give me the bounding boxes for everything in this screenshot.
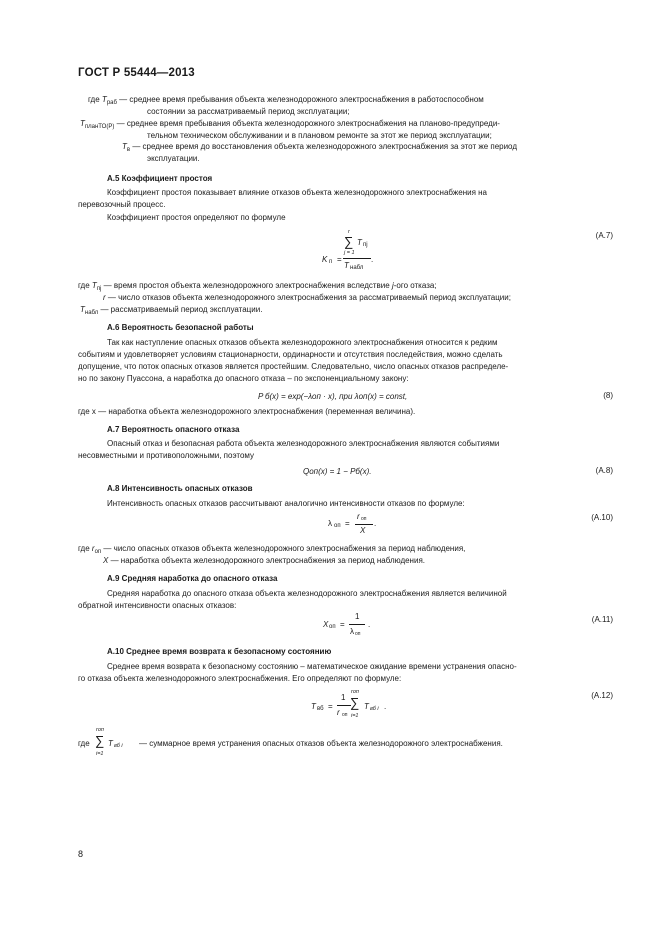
formula-denominator: λ [350,627,354,636]
definition-x-op [103,555,425,566]
def-text: — среднее время до восстановления объекта железнодорожного электроснабжения за этот же период [132,142,517,151]
def-prefix: где [78,739,90,748]
formula-number: (А.8) [595,466,613,475]
formula-8: P б(x) = exp(−λоп · x), при λоп(x) = const, [258,392,408,401]
formula-denominator: r [337,708,340,717]
formula-number: (А.12) [591,691,613,700]
section-heading-a7: А.7 Вероятность опасного отказа [107,425,240,434]
definition-continuation: эксплуатации. [147,154,200,163]
formula-subscript: оп [329,624,336,630]
subscript: оп [94,549,102,555]
formula-denominator: X [360,526,366,535]
symbol: T [122,142,127,151]
fraction-bar [337,705,351,706]
formula-subscript: оп [355,631,361,637]
formula-symbol: T [311,702,316,711]
sum-upper-limit: r [348,229,350,235]
paragraph-line: несовместными и противоположными, поэтому [78,451,254,460]
fraction-bar [349,624,365,625]
def-text: — время простоя объекта железнодорожного электроснабжения вследствие [103,281,390,290]
document-header: ГОСТ Р 55444—2013 [78,67,195,79]
def-prefix: где [78,544,90,553]
paragraph-line: обратной интенсивности опасных отказов: [78,601,237,610]
sum-lower-limit: j = 1 [344,250,355,256]
fraction-bar [355,524,373,525]
symbol: r [103,293,106,302]
paragraph-line: Среднее время возврата к безопасному состоянию – математическое ожидание времени устранения опасно- [107,662,517,671]
paragraph-line: событиям и удовлетворяет условиям стационарности, ординарности и отсутствия последействия, можно сделать [78,350,503,359]
formula-denominator: T [344,261,349,270]
def-text: — наработка объекта железнодорожного электроснабжения за период наблюдения. [110,556,425,565]
paragraph-line: Так как наступление опасных отказов объекта железнодорожного электроснабжения относится к редким [107,338,498,347]
symbol: T [80,119,85,128]
formula-numerator: T [357,238,362,247]
formula-period: . [368,620,371,629]
paragraph-line: перевозочный процесс. [78,200,166,209]
paragraph-line: Средняя наработка до опасного отказа объекта железнодорожного электроснабжения является величиной [107,589,507,598]
def-text: — число опасных отказов объекта железнодорожного электроснабжения за период наблюдения, [103,544,466,553]
subscript: раб [106,100,117,106]
formula-symbol: λ [328,519,332,528]
subscript: набл [84,310,99,316]
symbol: X [103,556,109,565]
formula-period: . [384,702,387,711]
def-text: — среднее время пребывания объекта железнодорожного электроснабжения в работоспособном [119,95,484,104]
formula-symbol: K [322,255,328,264]
paragraph-line: Коэффициент простоя показывает влияние отказов объекта железнодорожного электроснабжения на [107,188,488,197]
paragraph-line: го отказа объекта железнодорожного электроснабжения. Его определяют по формуле: [78,674,402,683]
sum-lower-limit: i=1 [96,751,104,757]
symbol: T [108,739,113,748]
def-text: — суммарное время устранения опасных отказов объекта железнодорожного электроснабжения. [139,739,503,748]
formula-subscript: набл [350,265,364,271]
subscript: планТО(Р) [84,124,115,130]
paragraph-line: но по закону Пуассона, а наработка до опасного отказа – по экспоненциальному закону: [78,374,409,383]
def-prefix: где [88,95,100,104]
def-text: -ого отказа; [393,281,437,290]
fraction-bar [343,258,371,259]
formula-subscript: оп [361,516,367,522]
formula-equals: = [337,255,342,264]
section-heading-a8: А.8 Интенсивность опасных отказов [107,484,253,493]
section-heading-a6: А.6 Вероятность безопасной работы [107,323,254,332]
formula-subscript: оп [334,523,341,529]
formula-number: (А.7) [595,231,613,240]
formula-symbol: X [323,620,329,629]
formula-subscript: п [329,259,333,265]
formula-subscript: вб i [370,706,379,712]
formula-subscript: вб [317,706,324,712]
formula-number: (А.11) [591,615,613,624]
def-text: — рассматриваемый период эксплуатации. [100,305,263,314]
def-prefix: где [78,281,90,290]
formula-period: . [371,255,374,264]
formula-term: T [364,702,369,711]
symbol: T [80,305,85,314]
paragraph-line: Опасный отказ и безопасная работа объекта железнодорожного электроснабжения являются событиями [107,439,500,448]
symbol: j [391,281,394,290]
section-heading-a10: А.10 Среднее время возврата к безопасному состоянию [107,647,332,656]
symbol: r [91,544,95,553]
symbol: T [91,281,97,290]
formula-equals: = [328,702,333,711]
formula-subscript: оп [342,712,348,718]
sum-sigma-icon: ∑ [344,234,354,249]
definition-x: где x — наработка объекта железнодорожного электроснабжения (переменная величина). [78,407,416,416]
formula-equals: = [345,519,350,528]
paragraph-line: Интенсивность опасных отказов рассчитывают аналогично интенсивности отказов по формуле: [107,499,465,508]
def-text: — число отказов объекта железнодорожного электроснабжения за рассматриваемый период эксплуатации; [107,293,511,302]
formula-number: (А.10) [591,513,613,522]
definition-continuation: тельном техническом обслуживании и в плановом ремонте за этот же период эксплуатации; [147,131,492,140]
subscript: пj [96,286,102,292]
sum-sigma-icon: ∑ [350,695,360,710]
sum-upper-limit: rоп [96,727,104,733]
sum-upper-limit: rоп [351,689,359,695]
sum-sigma-icon: ∑ [95,733,105,748]
page-number: 8 [78,849,84,859]
formula-a8: Qоп(x) = 1 − Pб(x). [303,467,372,476]
formula-period: . [374,519,377,528]
paragraph-line: допущение, что поток опасных отказов является простейшим. Следовательно, число опасных отказов распределе- [78,362,509,371]
formula-numerator: 1 [355,612,360,621]
sum-lower-limit: i=1 [351,713,359,719]
formula-subscript: пj [363,242,368,248]
section-heading-a9: А.9 Средняя наработка до опасного отказа [107,574,278,583]
subscript: в [126,147,131,153]
formula-equals: = [340,620,345,629]
definition-t-nabl [80,304,262,317]
symbol: T [101,95,107,104]
formula-numerator: 1 [341,693,346,702]
paragraph-line: Коэффициент простоя определяют по формуле [107,213,286,222]
def-text: — среднее время пребывания объекта железнодорожного электроснабжения на планово-предупреди- [116,119,500,128]
definition-r [103,292,511,303]
formula-numerator: r [357,512,360,521]
subscript: вб i [114,743,123,749]
formula-number: (8) [603,391,613,400]
section-heading-a5: А.5 Коэффициент простоя [107,174,213,183]
definition-continuation: состоянии за рассматриваемый период эксплуатации; [147,107,350,116]
